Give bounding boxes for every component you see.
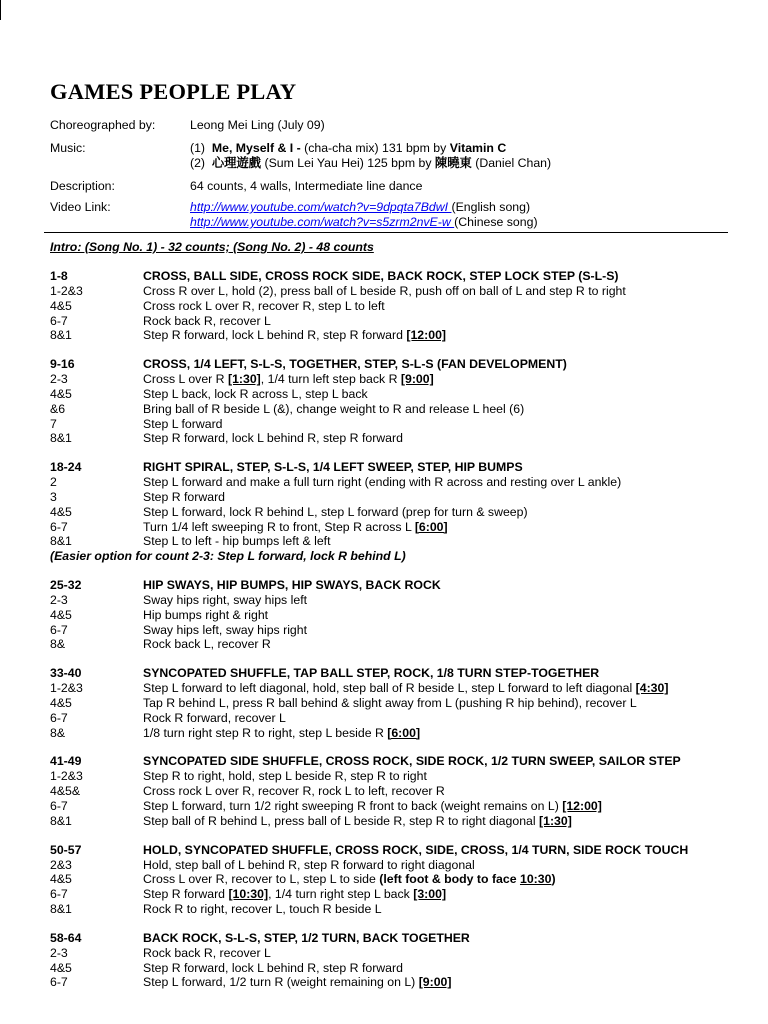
step-text: Cross L over R xyxy=(143,372,228,387)
section-header xyxy=(50,460,722,475)
step-desc xyxy=(143,726,722,741)
step-desc: Sway hips left, sway hips right xyxy=(143,622,308,637)
section-18-24 xyxy=(50,460,722,564)
dance-title: GAMES PEOPLE PLAY xyxy=(50,79,297,104)
step-desc xyxy=(143,975,722,990)
section-9-16 xyxy=(50,357,722,446)
step-count: 7 xyxy=(50,416,57,431)
step-desc: Step L to left - hip bumps left & left xyxy=(143,534,331,549)
step-text: Step R forward, lock L behind R, step R forward xyxy=(143,328,407,343)
step-row xyxy=(50,299,722,314)
divider xyxy=(44,232,728,233)
step-row xyxy=(50,387,722,402)
step-count: 4&5 xyxy=(50,872,72,887)
video-link-2[interactable]: http://www.youtube.com/watch?v=s5zrm2nvE-w xyxy=(190,215,455,229)
music-1-number: (1) xyxy=(190,141,206,155)
section-50-57 xyxy=(50,843,722,917)
step-text: , 1/4 turn left step back R xyxy=(260,372,401,387)
step-desc: Cross R over L, hold (2), press ball of L beside R, push off on ball of L and step R to right xyxy=(143,284,626,298)
step-desc: Sway hips right, sway hips left xyxy=(143,592,308,607)
description-row xyxy=(50,179,722,194)
step-text: Cross L over R, recover to L, step L to side xyxy=(143,872,380,887)
wall-tag: [9:00] xyxy=(418,975,452,990)
choreographer-row xyxy=(50,118,722,133)
step-count: 1-2&3 xyxy=(50,284,83,298)
section-count: 18-24 xyxy=(50,460,82,475)
music-item-1 xyxy=(190,141,722,156)
step-emphasis: (left foot & body to face xyxy=(379,872,520,887)
step-text: , 1/4 turn right step L back xyxy=(268,887,414,902)
step-row xyxy=(50,711,722,726)
video-label: Video Link: xyxy=(50,200,111,214)
step-count: 4&5 xyxy=(50,960,72,975)
page-corner-mark xyxy=(0,0,1,20)
step-count: 4&5 xyxy=(50,695,72,710)
step-desc: Step R forward, lock L behind R, step R forward xyxy=(143,960,403,975)
section-count: 1-8 xyxy=(50,269,68,283)
step-count: 8& xyxy=(50,725,66,740)
step-count: 6-7 xyxy=(50,710,68,725)
music-item-2 xyxy=(190,156,722,171)
step-row xyxy=(50,520,722,535)
step-count: 8&1 xyxy=(50,534,72,549)
section-title: SYNCOPATED SHUFFLE, TAP BALL STEP, ROCK, 1/8 TURN STEP-TOGETHER xyxy=(143,666,600,681)
step-row xyxy=(50,696,722,711)
step-count: 8&1 xyxy=(50,901,72,916)
step-text: Step L forward to left diagonal, hold, step ball of R beside L, step L forward to left diagonal xyxy=(143,681,636,696)
wall-tag: [3:00] xyxy=(413,887,447,902)
music-2-number: (2) xyxy=(190,156,206,170)
video-row xyxy=(50,200,722,230)
step-row xyxy=(50,858,722,873)
intro-counts: Intro: (Song No. 1) - 32 counts; (Song No. 2) - 48 counts xyxy=(50,240,374,254)
section-title: HIP SWAYS, HIP BUMPS, HIP SWAYS, BACK ROCK xyxy=(143,577,441,592)
description-label: Description: xyxy=(50,179,115,193)
step-desc xyxy=(143,681,722,696)
step-count: 8&1 xyxy=(50,328,72,343)
wall-tag: [12:00] xyxy=(406,328,447,343)
step-desc: Rock back R, recover L xyxy=(143,313,271,328)
step-count: 6-7 xyxy=(50,519,68,534)
step-count: 6-7 xyxy=(50,975,68,990)
music-1-artist: Vitamin C xyxy=(449,141,507,155)
step-row xyxy=(50,417,722,432)
section-count: 33-40 xyxy=(50,666,82,681)
description-value: 64 counts, 4 walls, Intermediate line dance xyxy=(190,179,423,193)
step-row xyxy=(50,475,722,490)
step-desc xyxy=(143,328,722,343)
step-row xyxy=(50,961,722,976)
section-header xyxy=(50,578,722,593)
step-count: 8&1 xyxy=(50,431,72,446)
step-desc xyxy=(143,372,722,387)
step-desc: Rock R forward, recover L xyxy=(143,710,286,725)
section-title: CROSS, 1/4 LEFT, S-L-S, TOGETHER, STEP, S-L-S (FAN DEVELOPMENT) xyxy=(143,357,567,372)
section-title: BACK ROCK, S-L-S, STEP, 1/2 TURN, BACK TOGETHER xyxy=(143,930,470,945)
video-links xyxy=(190,200,722,230)
step-row xyxy=(50,284,722,299)
document-page xyxy=(50,78,722,990)
step-count: 2 xyxy=(50,475,57,490)
step-row xyxy=(50,314,722,329)
section-33-40 xyxy=(50,666,722,740)
music-1-title: Me, Myself & I - xyxy=(211,141,301,155)
step-desc xyxy=(143,814,722,829)
wall-tag: [6:00] xyxy=(414,519,448,534)
video-link-2-row xyxy=(190,215,722,230)
step-row xyxy=(50,505,722,520)
easier-option-note: (Easier option for count 2-3: Step L forward, lock R behind L) xyxy=(50,549,406,564)
step-count: 6-7 xyxy=(50,622,68,637)
step-row xyxy=(50,681,722,696)
wall-tag: [6:00] xyxy=(387,725,421,740)
step-desc: Step R to right, hold, step L beside R, step R to right xyxy=(143,769,427,784)
step-count: 4&5 xyxy=(50,386,72,401)
step-desc: Step L forward xyxy=(143,416,223,431)
section-1-8 xyxy=(50,269,722,343)
step-row xyxy=(50,799,722,814)
step-row xyxy=(50,490,722,505)
step-desc: Step L forward and make a full turn right (ending with R across and resting over L ankle) xyxy=(143,475,622,490)
section-count: 9-16 xyxy=(50,357,75,372)
section-count: 41-49 xyxy=(50,754,82,769)
step-row xyxy=(50,872,722,887)
step-desc: Step R forward, lock L behind R, step R forward xyxy=(143,431,403,446)
step-desc: Hold, step ball of L behind R, step R forward to right diagonal xyxy=(143,857,475,872)
step-text: 1/8 turn right step R to right, step L beside R xyxy=(143,725,388,740)
step-count: 4&5 xyxy=(50,607,72,622)
step-row xyxy=(50,946,722,961)
music-2-artist-en: (Daniel Chan) xyxy=(471,156,552,170)
step-desc: Cross rock L over R, recover R, rock L to left, recover R xyxy=(143,784,445,799)
step-count: 6-7 xyxy=(50,798,68,813)
step-desc: Step R forward xyxy=(143,489,226,504)
step-emphasis: ) xyxy=(551,872,556,887)
step-desc: Rock back R, recover L xyxy=(143,945,271,960)
step-desc: Step L back, lock R across L, step L back xyxy=(143,386,368,401)
step-desc: Rock R to right, recover L, touch R beside L xyxy=(143,901,382,916)
step-count: 6-7 xyxy=(50,887,68,902)
section-25-32 xyxy=(50,578,722,652)
section-header xyxy=(50,843,722,858)
step-row xyxy=(50,726,722,741)
step-desc xyxy=(143,887,722,902)
step-desc xyxy=(143,872,722,887)
wall-tag: 10:30 xyxy=(519,872,552,887)
section-58-64 xyxy=(50,931,722,990)
section-header xyxy=(50,666,722,681)
step-count: 1-2&3 xyxy=(50,769,83,784)
step-count: 1-2&3 xyxy=(50,681,83,696)
step-desc: Bring ball of R beside L (&), change weight to R and release L heel (6) xyxy=(143,401,525,416)
video-link-1-note: (English song) xyxy=(451,200,531,214)
section-header xyxy=(50,754,722,769)
step-desc: Cross rock L over R, recover R, step L to left xyxy=(143,298,385,313)
music-list xyxy=(190,141,722,171)
step-count: 4&5 xyxy=(50,298,72,313)
step-text: Turn 1/4 left sweeping R to front, Step R across L xyxy=(143,519,415,534)
step-row xyxy=(50,534,722,549)
step-row xyxy=(50,637,722,652)
step-count: 2-3 xyxy=(50,945,68,960)
step-desc: Step L forward, lock R behind L, step L forward (prep for turn & sweep) xyxy=(143,504,528,519)
section-count: 25-32 xyxy=(50,577,82,592)
step-row xyxy=(50,372,722,387)
step-desc: Rock back L, recover R xyxy=(143,637,271,652)
section-count: 58-64 xyxy=(50,930,82,945)
step-count: 2-3 xyxy=(50,592,68,607)
step-row xyxy=(50,608,722,623)
step-count: 3 xyxy=(50,489,57,504)
step-desc: Hip bumps right & right xyxy=(143,607,269,622)
step-count: 8&1 xyxy=(50,813,72,828)
video-link-1-row xyxy=(190,200,722,215)
step-row xyxy=(50,769,722,784)
step-row xyxy=(50,975,722,990)
music-label: Music: xyxy=(50,141,86,155)
section-title: CROSS, BALL SIDE, CROSS ROCK SIDE, BACK ROCK, STEP LOCK STEP (S-L-S) xyxy=(143,269,619,283)
music-2-desc: (Sum Lei Yau Hei) 125 bpm by xyxy=(261,156,435,170)
section-count: 50-57 xyxy=(50,842,82,857)
step-row xyxy=(50,402,722,417)
section-header xyxy=(50,931,722,946)
step-text: Step L forward, turn 1/2 right sweeping R front to back (weight remains on L) xyxy=(143,798,563,813)
section-header xyxy=(50,269,722,284)
section-title: RIGHT SPIRAL, STEP, S-L-S, 1/4 LEFT SWEEP, STEP, HIP BUMPS xyxy=(143,460,523,475)
step-count: 2-3 xyxy=(50,372,68,387)
step-desc xyxy=(143,799,722,814)
wall-tag: [1:30] xyxy=(539,813,572,828)
step-count: &6 xyxy=(50,401,66,416)
choreographer-value: Leong Mei Ling (July 09) xyxy=(190,118,325,132)
section-41-49 xyxy=(50,754,722,828)
music-row xyxy=(50,141,722,171)
step-desc xyxy=(143,520,722,535)
music-2-artist: 陳曉東 xyxy=(434,156,472,170)
wall-tag: [1:30] xyxy=(227,372,261,387)
step-count: 2&3 xyxy=(50,857,72,872)
step-row xyxy=(50,623,722,638)
step-desc: Tap R behind L, press R ball behind & slight away from L (pushing R hip behind), recover L xyxy=(143,695,637,710)
music-2-title: 心理遊戲 xyxy=(211,156,262,170)
step-count: 6-7 xyxy=(50,313,68,328)
video-link-1[interactable]: http://www.youtube.com/watch?v=9dpqta7BdwI xyxy=(190,200,452,214)
section-title: SYNCOPATED SIDE SHUFFLE, CROSS ROCK, SIDE ROCK, 1/2 TURN SWEEP, SAILOR STEP xyxy=(143,754,681,769)
step-text: Step R forward xyxy=(143,887,229,902)
step-row xyxy=(50,902,722,917)
step-row xyxy=(50,814,722,829)
step-row xyxy=(50,431,722,446)
section-title: HOLD, SYNCOPATED SHUFFLE, CROSS ROCK, SIDE, CROSS, 1/4 TURN, SIDE ROCK TOUCH xyxy=(143,842,689,857)
step-row xyxy=(50,328,722,343)
wall-tag: [10:30] xyxy=(228,887,269,902)
step-count: 4&5& xyxy=(50,784,81,799)
wall-tag: [12:00] xyxy=(562,798,602,813)
step-count: 4&5 xyxy=(50,504,72,519)
step-text: Step ball of R behind L, press ball of L beside R, step R to right diagonal xyxy=(143,813,540,828)
section-header xyxy=(50,357,722,372)
video-link-2-note: (Chinese song) xyxy=(454,215,538,229)
step-count: 8& xyxy=(50,637,66,652)
step-row xyxy=(50,593,722,608)
step-text: Step L forward, 1/2 turn R (weight remaining on L) xyxy=(143,975,419,990)
wall-tag: [4:30] xyxy=(635,681,669,696)
step-row xyxy=(50,784,722,799)
wall-tag: [9:00] xyxy=(400,372,434,387)
choreographer-label: Choreographed by: xyxy=(50,118,156,132)
music-1-desc: (cha-cha mix) 131 bpm by xyxy=(300,141,450,155)
step-row xyxy=(50,887,722,902)
